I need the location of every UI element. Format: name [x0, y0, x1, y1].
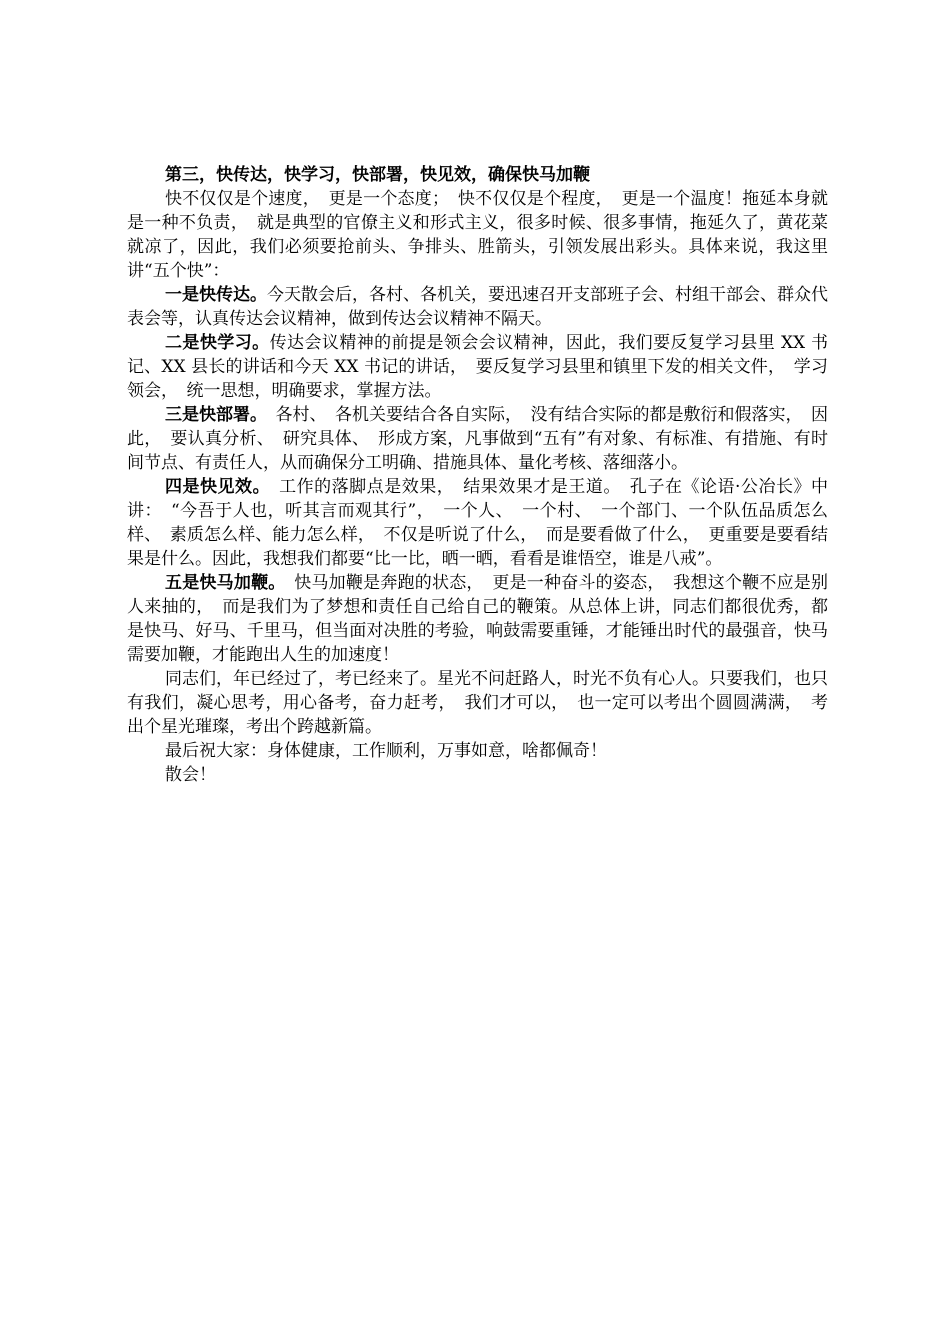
- wishes-paragraph: [127, 739, 828, 763]
- paragraph-text: 快不仅仅是个速度， 更是一个态度； 快不仅仅是个程度， 更是一个温度！拖延本身就是一种不负责， 就是典型的官僚主义和形式主义，很多时候、很多事情，拖延久了，黄花菜就凉了，因此，我们必须要抢前头、争排头、胜箭头，引领发展出彩头。具体来说，我这里讲“五个快”：: [127, 189, 828, 281]
- section-heading: 第三，快传达，快学习，快部署，快见效，确保快马加鞭: [165, 165, 590, 185]
- paragraph-lead: 五是快马加鞭。: [165, 573, 278, 593]
- point-two-paragraph: [127, 331, 828, 403]
- paragraph-text: 今天散会后，各村、各机关，要迅速召开支部班子会、村组干部会、群众代表会等，认真传达会议精神，做到传达会议精神不隔天。: [127, 285, 828, 329]
- point-three-paragraph: [127, 403, 828, 475]
- paragraph-lead: 三是快部署。: [165, 405, 259, 425]
- paragraph-lead: 一是快传达。: [165, 285, 267, 305]
- paragraph-lead: 四是快见效。: [165, 477, 262, 497]
- document-body: [127, 163, 828, 787]
- paragraph-text: 散会！: [165, 765, 216, 785]
- paragraph-text: 最后祝大家：身体健康，工作顺利，万事如意，啥都佩奇！: [165, 741, 607, 761]
- adjourn-paragraph: [127, 763, 828, 787]
- paragraph-text: 快马加鞭是奔跑的状态， 更是一种奋斗的姿态， 我想这个鞭不应是别人来抽的， 而是我们为了梦想和责任自己给自己的鞭策。从总体上讲，同志们都很优秀，都是快马、好马、千里马，但当面对决胜的考验，响鼓需要重锤，才能锤出时代的最强音，快马需要加鞭，才能跑出人生的加速度！: [127, 573, 829, 665]
- paragraph-text: 同志们，年已经过了，考已经来了。星光不问赶路人，时光不负有心人。只要我们，也只有我们，凝心思考，用心备考，奋力赶考， 我们才可以， 也一定可以考出个圆圆满满， 考出个星光璀璨，考出个跨越新篇。: [127, 669, 828, 737]
- point-five-paragraph: [127, 571, 828, 667]
- paragraph-text: 各村、 各机关要结合各自实际， 没有结合实际的都是敷衍和假落实， 因此， 要认真分析、 研究具体、 形成方案，凡事做到“五有”有对象、有标准、有措施、有时间节点、有责任人，从而确保分工明确、措施具体、量化考核、落细落小。: [127, 405, 828, 473]
- paragraph-text: 传达会议精神的前提是领会会议精神，因此，我们要反复学习县里 XX 书记、XX 县长的讲话和今天 XX 书记的讲话， 要反复学习县里和镇里下发的相关文件， 学习领会， 统一思想，明确要求，掌握方法。: [127, 333, 828, 401]
- point-four-paragraph: [127, 475, 828, 571]
- point-one-paragraph: [127, 283, 828, 331]
- intro-paragraph: [127, 187, 828, 283]
- closing-paragraph: [127, 667, 828, 739]
- paragraph-lead: 二是快学习。: [165, 333, 270, 353]
- paragraph-text: 工作的落脚点是效果， 结果效果才是王道。 孔子在《论语·公冶长》中讲： “今吾于人也，听其言而观其行”， 一个人、 一个村、 一个部门、一个队伍品质怎么样、 素质怎么样、能力怎么样， 不仅是听说了什么， 而是要看做了什么， 更重要是要看结果是什么。因此，我想我们都要“比一比，晒一晒，看看是谁悟空，谁是八戒”。: [127, 477, 828, 569]
